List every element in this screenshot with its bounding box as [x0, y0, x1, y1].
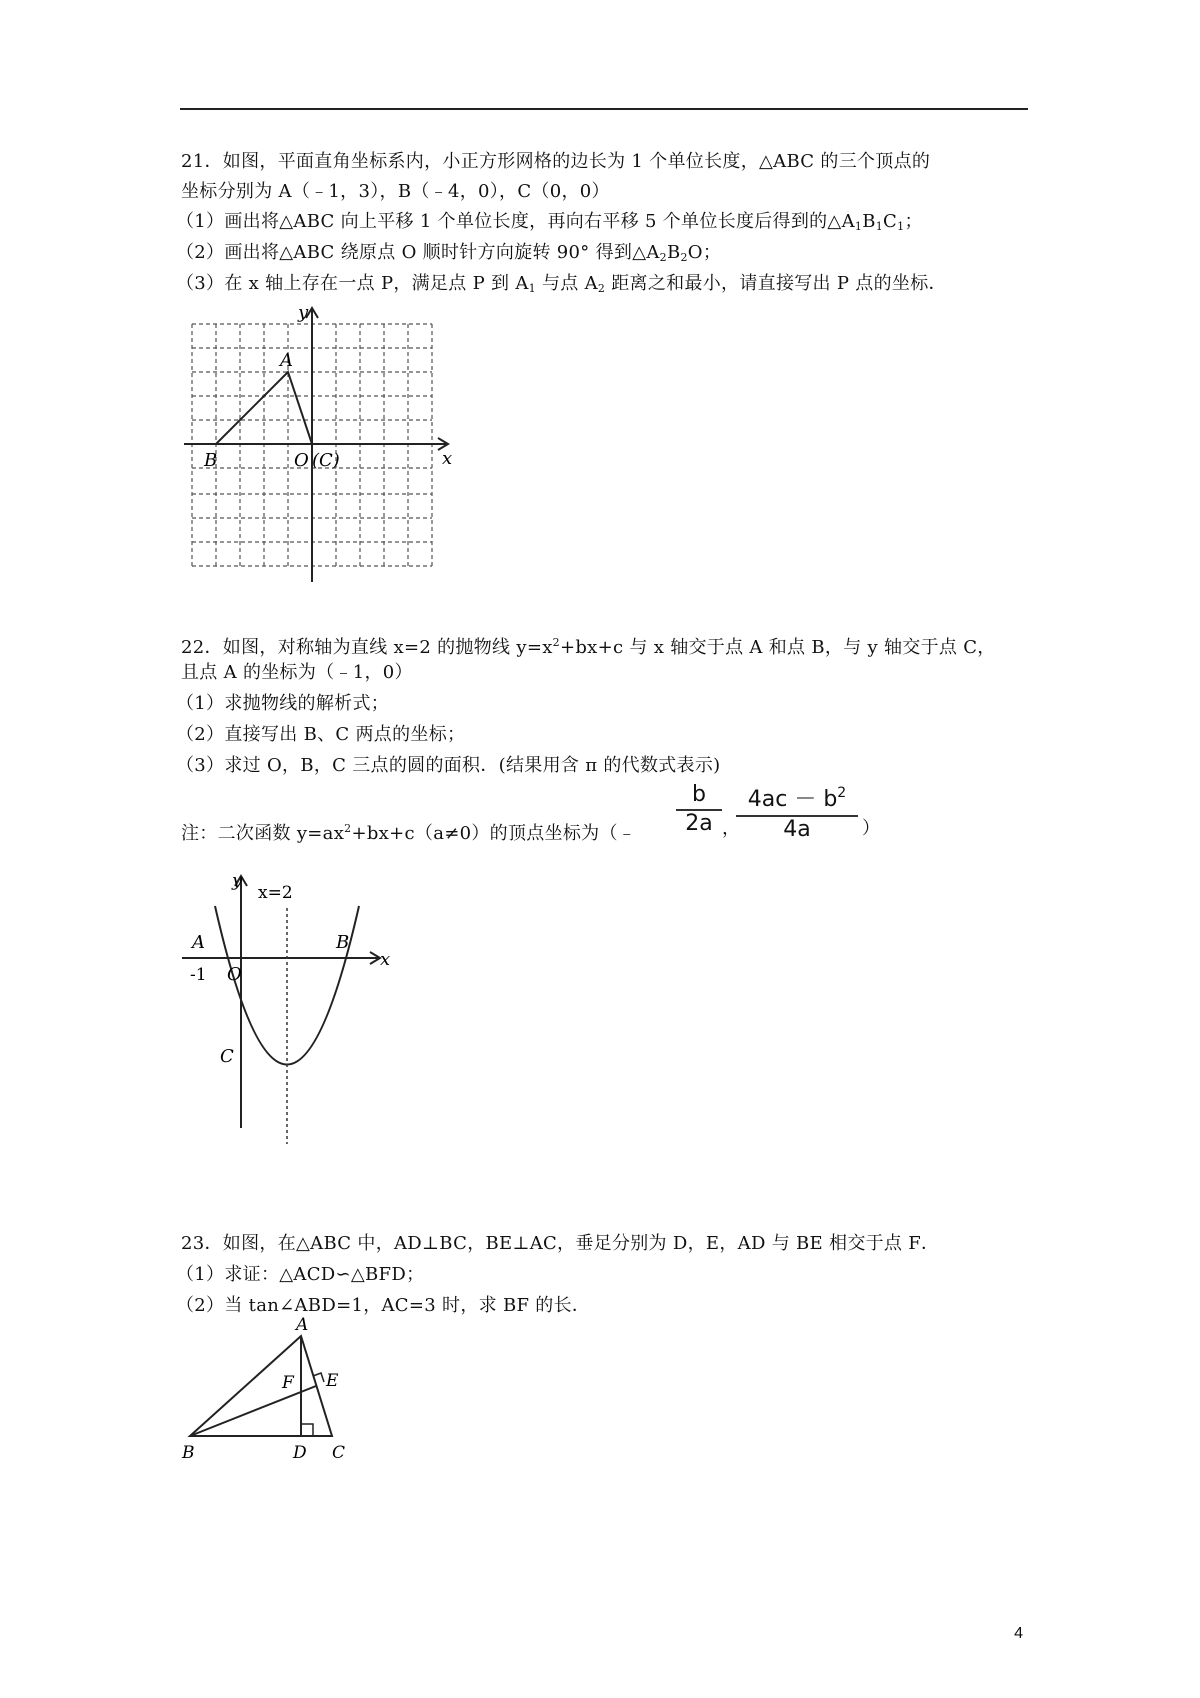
- point-e-label: E: [326, 1371, 339, 1391]
- q22-line2: 且点 A 的坐标为（﹣1，0）: [181, 662, 413, 683]
- x-axis-label: x: [380, 949, 391, 970]
- altitude-be: [190, 1386, 316, 1436]
- origin-label: O: [294, 450, 309, 471]
- point-c-label: C: [332, 1443, 346, 1463]
- point-b-label: B: [182, 1443, 195, 1463]
- q22-note-close: ）: [862, 818, 881, 839]
- q22-part2: （2）直接写出 B、C 两点的坐标；: [176, 724, 466, 745]
- header-rule: [180, 108, 1028, 110]
- point-d-label: D: [293, 1443, 307, 1463]
- y-axis-label: y: [232, 870, 243, 891]
- q21-part2: （2）画出将△ABC 绕原点 O 顺时针方向旋转 90° 得到$\triangle A_2B_2O$；: [176, 242, 722, 264]
- symmetry-line-label: x=2: [258, 883, 293, 903]
- fraction-numerator: b: [692, 782, 706, 807]
- minus-one-label: -1: [190, 965, 207, 985]
- triangle-abc: [190, 1336, 332, 1436]
- point-f-label: F: [282, 1373, 294, 1393]
- fraction-denominator: 2a: [676, 809, 722, 836]
- fraction-denominator: 4a: [736, 815, 858, 842]
- q22-parabola-figure: [180, 868, 410, 1150]
- page-number: 4: [1014, 1625, 1023, 1642]
- point-b-label: B: [336, 932, 350, 953]
- q21-line2: 坐标分别为 A（﹣1，3），B（﹣4，0），C（0，0）: [181, 181, 610, 202]
- x-axis-label: x: [442, 448, 453, 469]
- vertex-y-fraction: [736, 782, 858, 842]
- vertex-x-fraction: [676, 782, 722, 836]
- q22-part3: （3）求过 O，B，C 三点的圆的面积．(结果用含 π 的代数式表示): [176, 755, 721, 776]
- point-a-label: A: [280, 350, 293, 371]
- point-b-label: B: [204, 450, 218, 471]
- q23-part2: （2）当 tan∠ABD=1，AC=3 时，求 BF 的长．: [176, 1295, 591, 1316]
- point-c-label: C: [220, 1046, 234, 1067]
- q23-part1: （1）求证：△ACD∽△BFD；: [176, 1264, 425, 1285]
- fraction-numerator: $4ac - b^2$: [747, 785, 847, 812]
- origin-label: O: [227, 964, 242, 985]
- point-a-label: A: [296, 1316, 309, 1335]
- y-axis-label: y: [298, 302, 309, 323]
- q23-line1: 23．如图，在△ABC 中，AD⊥BC，BE⊥AC，垂足分别为 D，E，AD 与 BE 相交于点 F．: [181, 1233, 940, 1254]
- q22-note-comma: ，: [722, 818, 741, 839]
- q21-line1: 21．如图，平面直角坐标系内，小正方形网格的边长为 1 个单位长度，△ABC 的三个顶点的: [181, 151, 931, 172]
- right-angle-mark-d: [301, 1424, 313, 1436]
- q21-part3: （3）在 x 轴上存在一点 P，满足点 P 到 $A_1$ 与点 $A_2$ 距离之和最小，请直接写出 P 点的坐标．: [176, 273, 947, 295]
- q21-part1: （1）画出将△ABC 向上平移 1 个单位长度，再向右平移 5 个单位长度后得到的$\triangle A_1B_1C_1$；: [176, 211, 923, 233]
- point-a-label: A: [192, 932, 205, 953]
- point-c-label: (C): [312, 450, 340, 471]
- q23-triangle-figure: [180, 1316, 370, 1476]
- q22-line1: 22．如图，对称轴为直线 x=2 的抛物线 $y=x^2+bx+c$ 与 x 轴交于点 A 和点 B，与 y 轴交于点 C，: [181, 636, 996, 658]
- q22-part1: （1）求抛物线的解析式；: [176, 693, 390, 714]
- q22-note: 注：二次函数 $y=ax^2+bx+c(a\ne 0)$的顶点坐标为（﹣: [181, 822, 637, 844]
- q21-grid-figure: [180, 300, 455, 585]
